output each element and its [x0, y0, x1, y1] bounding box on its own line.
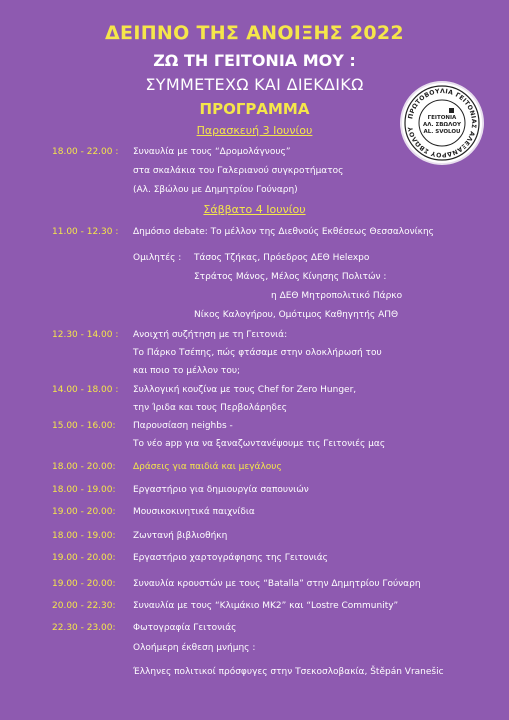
subtitle-line-2: ΣΥΜΜΕΤΕΧΩ ΚΑΙ ΔΙΕΚΔΙΚΩ: [145, 75, 364, 94]
friday-line-1: Συναυλία με τους “Δρομολάγνους”: [133, 147, 291, 157]
photo-line-3: Έλληνες πολιτικοί πρόσφυγες στην Τσεκοσλοβακία, Štěpán Vranešic: [133, 667, 444, 677]
debate-title: Δημόσιο debate: Το μέλλον της Διεθνούς Εκθέσεως Θεσσαλονίκης: [133, 227, 434, 237]
logo-center-line-2: ΑΛ. ΣΒΩΛΟΥ: [422, 122, 462, 128]
neighbs-line-2: Το νέο app για να ξαναζωντανέψουμε τις Γειτονιές μας: [133, 439, 386, 449]
poster-title: ΔΕΙΠΝΟ ΤΗΣ ΑΝΟΙΞΗΣ 2022: [105, 22, 404, 44]
subtitle-line-1: ΖΩ ΤΗ ΓΕΙΤΟΝΙΑ ΜΟΥ :: [153, 51, 356, 70]
library-time: 18.00 - 19.00:: [52, 531, 116, 541]
discussion-line-2: Το Πάρκο Τσέπης, πώς φτάσαμε στην ολοκλήρωσή του: [133, 348, 382, 358]
soap-line-1: Εργαστήριο για δημιουργία σαπουνιών: [133, 485, 309, 495]
logo-center-line-3: AL. SVOLOU: [423, 129, 461, 135]
music-toys-time: 19.00 - 20.00:: [52, 507, 116, 517]
speakers-label: Ομιλητές :: [133, 253, 182, 263]
mapping-line-1: Εργαστήριο χαρτογράφησης της Γειτονιάς: [133, 553, 328, 563]
logo-ring-text: ΠΡΩΤΟΒΟΥΛΙΑ ΓΕΙΤΟΝΙΑΣ ΑΛΕΞΑΝΔΡΟΥ ΣΒΩΛΟΥ: [407, 87, 478, 159]
mapping-time: 19.00 - 20.00:: [52, 553, 116, 563]
kids-time: 18.00 - 20.00:: [52, 462, 116, 472]
neighbs-time: 15.00 - 16.00:: [52, 421, 116, 431]
klimakio-line-1: Συναυλία με τους “Κλιμάκιο ΜΚ2” και “Lostre Community”: [133, 601, 399, 611]
library-line-1: Ζωντανή βιβλιοθήκη: [133, 531, 228, 541]
discussion-line-1: Ανοιχτή συζήτηση με τη Γειτονιά:: [133, 330, 288, 340]
friday-time: 18.00 - 22.00 :: [52, 147, 119, 157]
photo-time: 22.30 - 23.00:: [52, 623, 116, 633]
logo-center-line-1: ΓΕΙΤΟΝΙΑ: [427, 115, 457, 121]
neighborhood-logo: [400, 81, 484, 165]
kitchen-line-2: την Ίριδα και τους Περβολάρηδες: [133, 403, 288, 413]
program-heading: ΠΡΟΓΡΑΜΜΑ: [199, 100, 310, 118]
photo-line-2: Ολοήμερη έκθεση μνήμης :: [133, 643, 256, 653]
discussion-time: 12.30 - 14.00 :: [52, 330, 119, 340]
soap-time: 18.00 - 19.00:: [52, 485, 116, 495]
speaker-3: Νίκος Καλογήρου, Ομότιμος Καθηγητής ΑΠΘ: [194, 310, 399, 320]
klimakio-time: 20.00 - 22.30:: [52, 601, 116, 611]
speaker-2: Στράτος Μάνος, Μέλος Κίνησης Πολιτών :: [194, 272, 387, 282]
kitchen-line-1: Συλλογική κουζίνα με τους Chef for Zero Hunger,: [133, 385, 357, 395]
percussion-time: 19.00 - 20.00:: [52, 579, 116, 589]
discussion-line-3: και ποιο το μέλλον του;: [133, 366, 241, 376]
photo-line-1: Φωτογραφία Γειτονιάς: [133, 623, 237, 633]
kitchen-time: 14.00 - 18.00 :: [52, 385, 119, 395]
debate-time: 11.00 - 12.30 :: [52, 227, 119, 237]
percussion-line-1: Συναυλία κρουστών με τους “Batalla” στην Δημητρίου Γούναρη: [133, 579, 421, 589]
friday-line-2: στα σκαλάκια του Γαλεριανού συγκροτήματος: [133, 166, 344, 176]
neighbs-line-1: Παρουσίαση neighbs -: [133, 421, 233, 431]
friday-line-3: (Αλ. Σβώλου με Δημητρίου Γούναρη): [133, 185, 298, 195]
day-heading-saturday: Σάββατο 4 Ιουνίου: [203, 203, 306, 216]
music-toys-line-1: Μουσικοκινητικά παιχνίδια: [133, 507, 255, 517]
speaker-2-continued: η ΔΕΘ Μητροπολιτικό Πάρκο: [271, 291, 403, 301]
day-heading-friday: Παρασκευή 3 Ιουνίου: [196, 124, 313, 137]
kids-line-1: Δράσεις για παιδιά και μεγάλους: [133, 462, 282, 472]
speaker-1: Τάσος Τζήκας, Πρόεδρος ΔΕΘ Helexpo: [194, 253, 370, 263]
